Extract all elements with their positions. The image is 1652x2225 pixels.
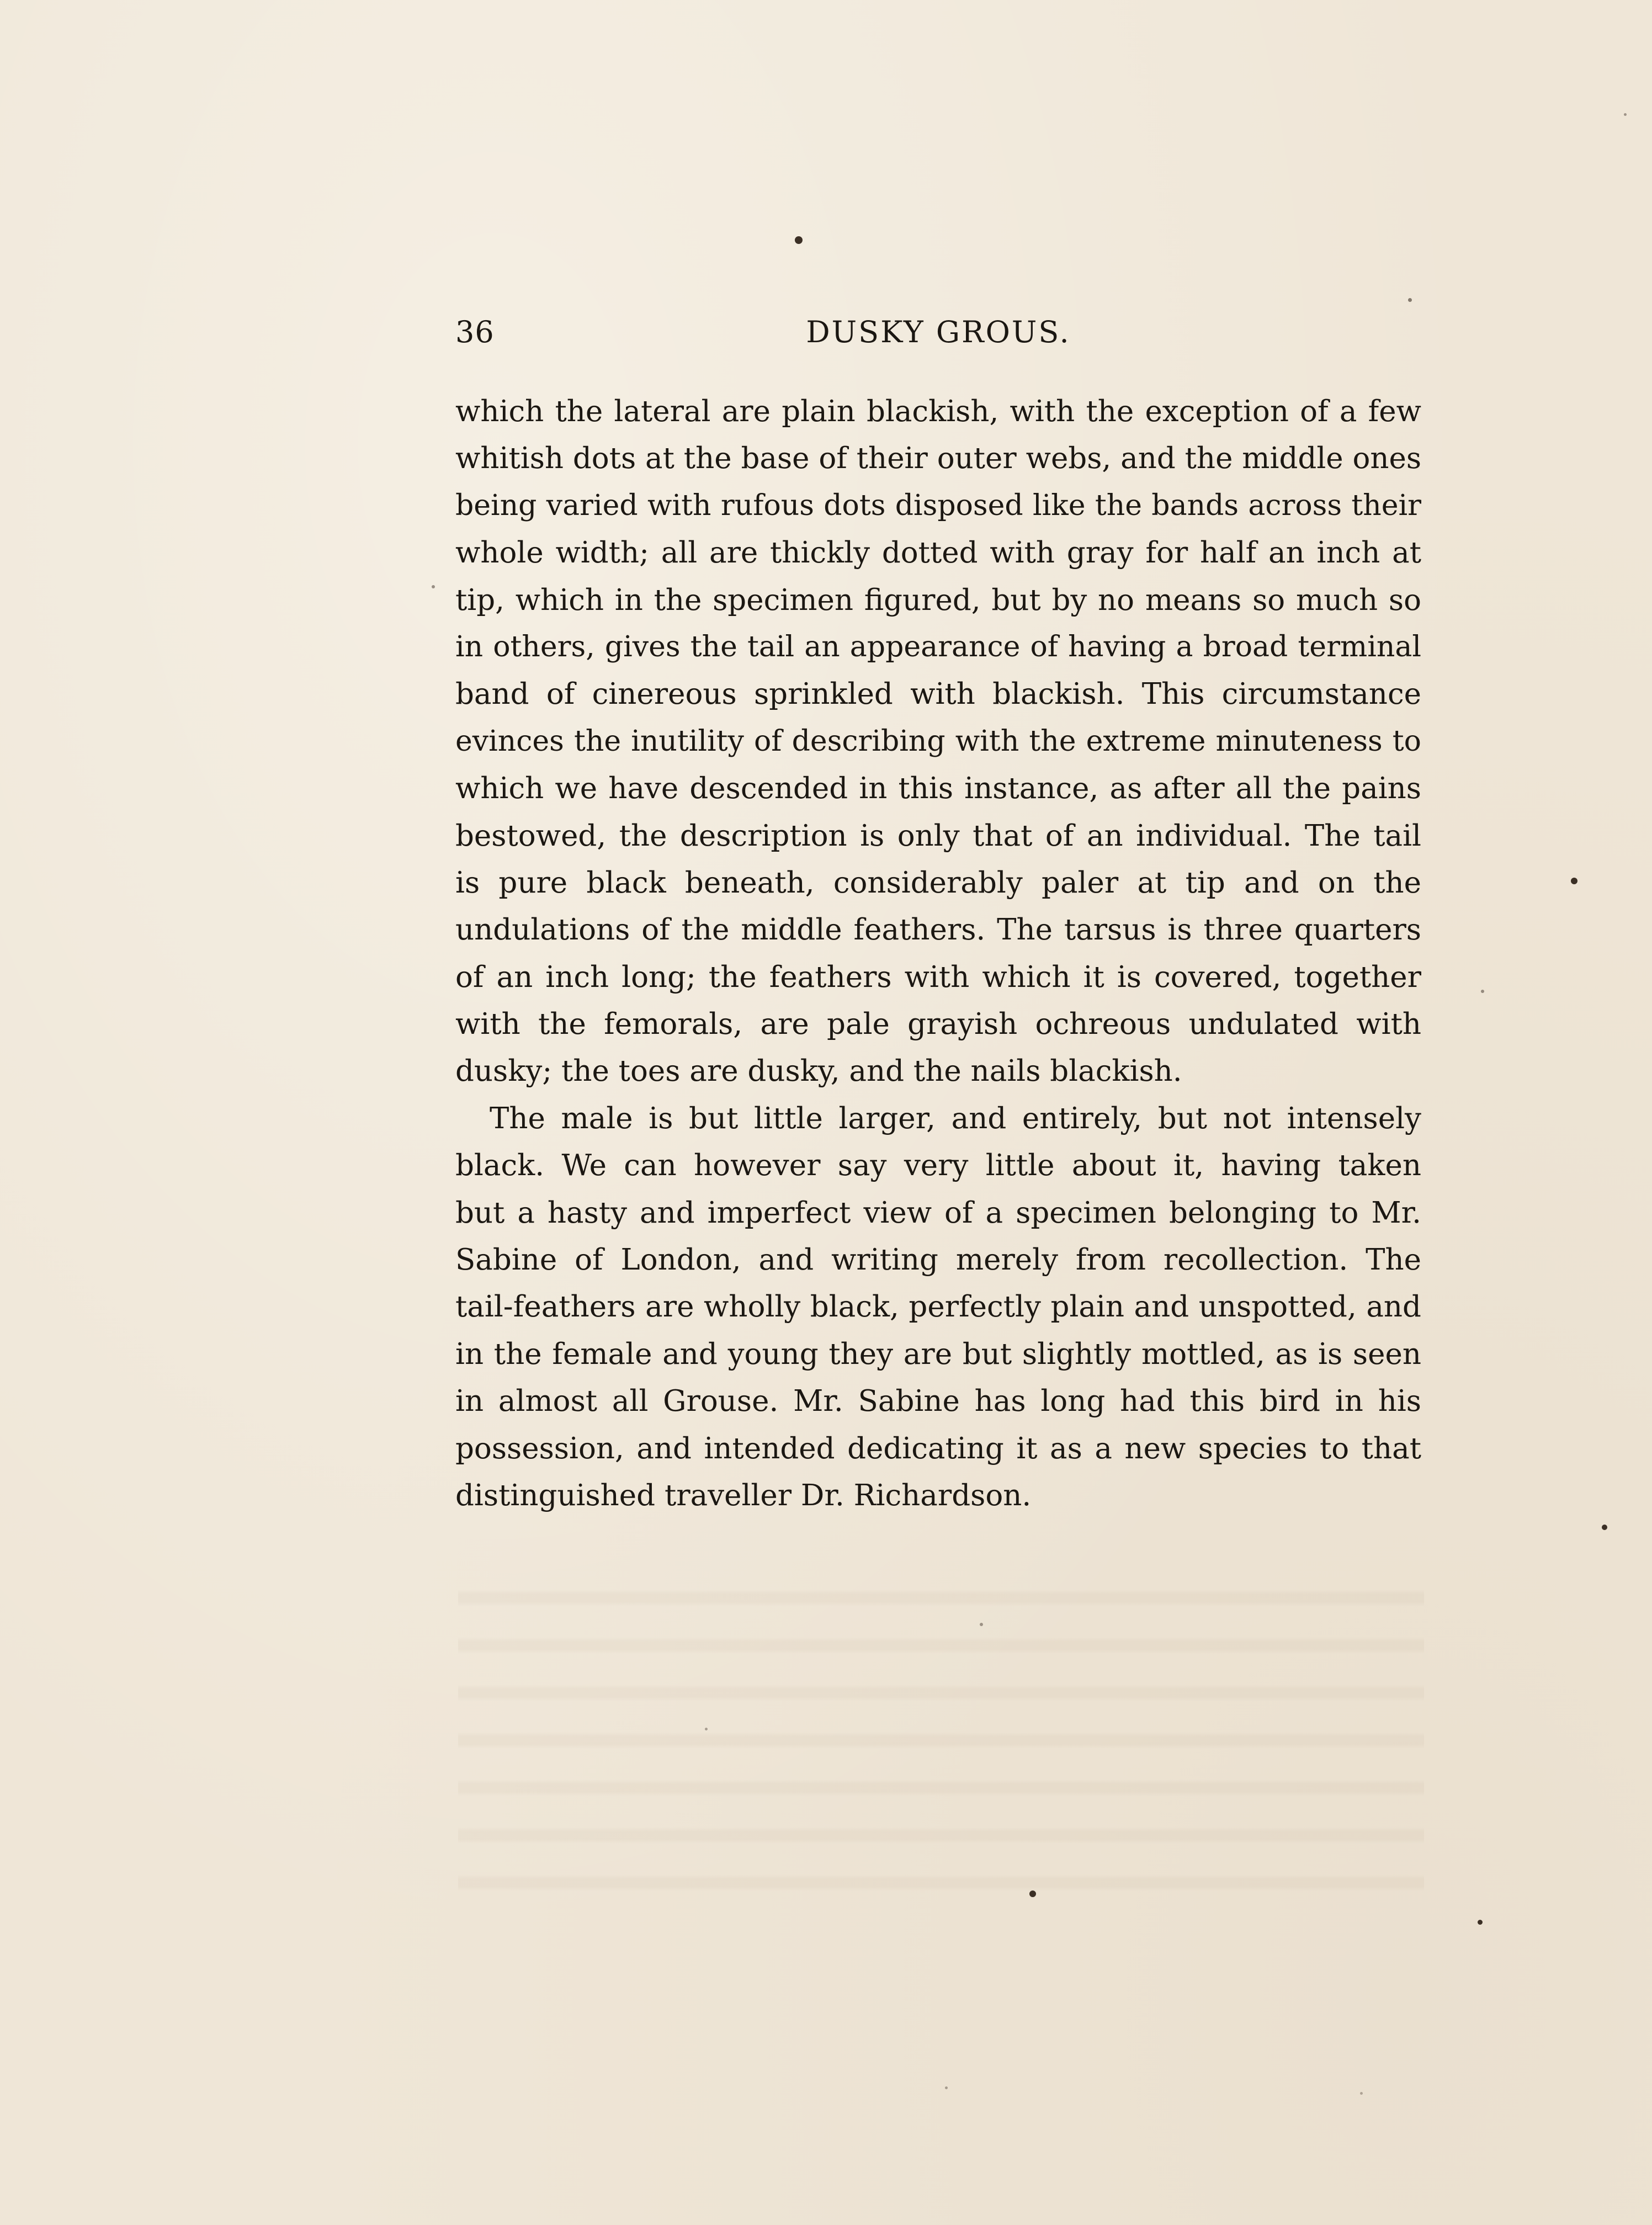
show-through-text	[458, 1568, 1424, 1899]
text-line: but a hasty and imperfect view of a specimen belonging to Mr.	[455, 1196, 1421, 1230]
text-line: The male is but little larger, and entirely, but not intensely	[490, 1101, 1421, 1135]
text-line: tip, which in the specimen figured, but by no means so much so	[455, 583, 1421, 617]
text-line: whole width; all are thickly dotted with gray for half an inch at	[455, 536, 1421, 570]
text-line: which we have descended in this instance, as after all the pains	[455, 772, 1421, 806]
text-line: of an inch long; the feathers with which it is covered, together	[455, 960, 1421, 994]
paper-speck	[945, 2086, 948, 2089]
paper-speck	[1408, 298, 1412, 302]
text-line: Sabine of London, and writing merely from recollection. The	[455, 1243, 1421, 1277]
paper-speck	[1360, 2092, 1363, 2095]
page-title: DUSKY GROUS.	[806, 315, 1071, 349]
text-line: in almost all Grouse. Mr. Sabine has long had this bird in his	[455, 1384, 1421, 1419]
paper-speck	[1571, 878, 1577, 884]
text-line: whitish dots at the base of their outer webs, and the middle ones	[455, 442, 1422, 476]
text-line: which the lateral are plain blackish, with the exception of a few	[455, 395, 1421, 428]
paper-speck	[432, 585, 435, 588]
paper-speck	[795, 236, 803, 244]
text-line: dusky; the toes are dusky, and the nails blackish.	[455, 1054, 1182, 1088]
text-line: in the female and young they are but slightly mottled, as is seen	[455, 1337, 1421, 1371]
text-line: being varied with rufous dots disposed like the bands across their	[455, 488, 1421, 522]
paper-speck	[1478, 1920, 1483, 1925]
text-line: bestowed, the description is only that of an individual. The tail	[455, 819, 1421, 853]
body-text	[455, 388, 1421, 1519]
paper-speck	[1602, 1525, 1607, 1530]
text-line: distinguished traveller Dr. Richardson.	[455, 1478, 1032, 1512]
text-line: undulations of the middle feathers. The tarsus is three quarters	[455, 913, 1421, 947]
text-line: band of cinereous sprinkled with blackish. This circumstance	[455, 677, 1421, 711]
text-line: in others, gives the tail an appearance of having a broad terminal	[455, 630, 1421, 663]
paper-speck	[1481, 990, 1484, 993]
paper-speck	[705, 1728, 708, 1730]
paper-speck	[1624, 113, 1627, 116]
paragraph	[455, 388, 1421, 1095]
text-line: evinces the inutility of describing with the extreme minuteness to	[455, 724, 1421, 758]
paper-speck	[1029, 1891, 1036, 1897]
paragraph	[455, 1095, 1421, 1520]
page-number: 36	[455, 315, 495, 349]
text-line: is pure black beneath, considerably paler at tip and on the	[455, 865, 1421, 900]
text-line: tail-feathers are wholly black, perfectly plain and unspotted, and	[455, 1290, 1421, 1324]
text-line: possession, and intended dedicating it as a new species to that	[455, 1431, 1421, 1465]
paper-speck	[980, 1623, 983, 1626]
text-line: black. We can however say very little about it, having taken	[455, 1149, 1421, 1183]
text-line: with the femorals, are pale grayish ochreous undulated with	[455, 1007, 1421, 1042]
running-head	[455, 315, 1421, 353]
